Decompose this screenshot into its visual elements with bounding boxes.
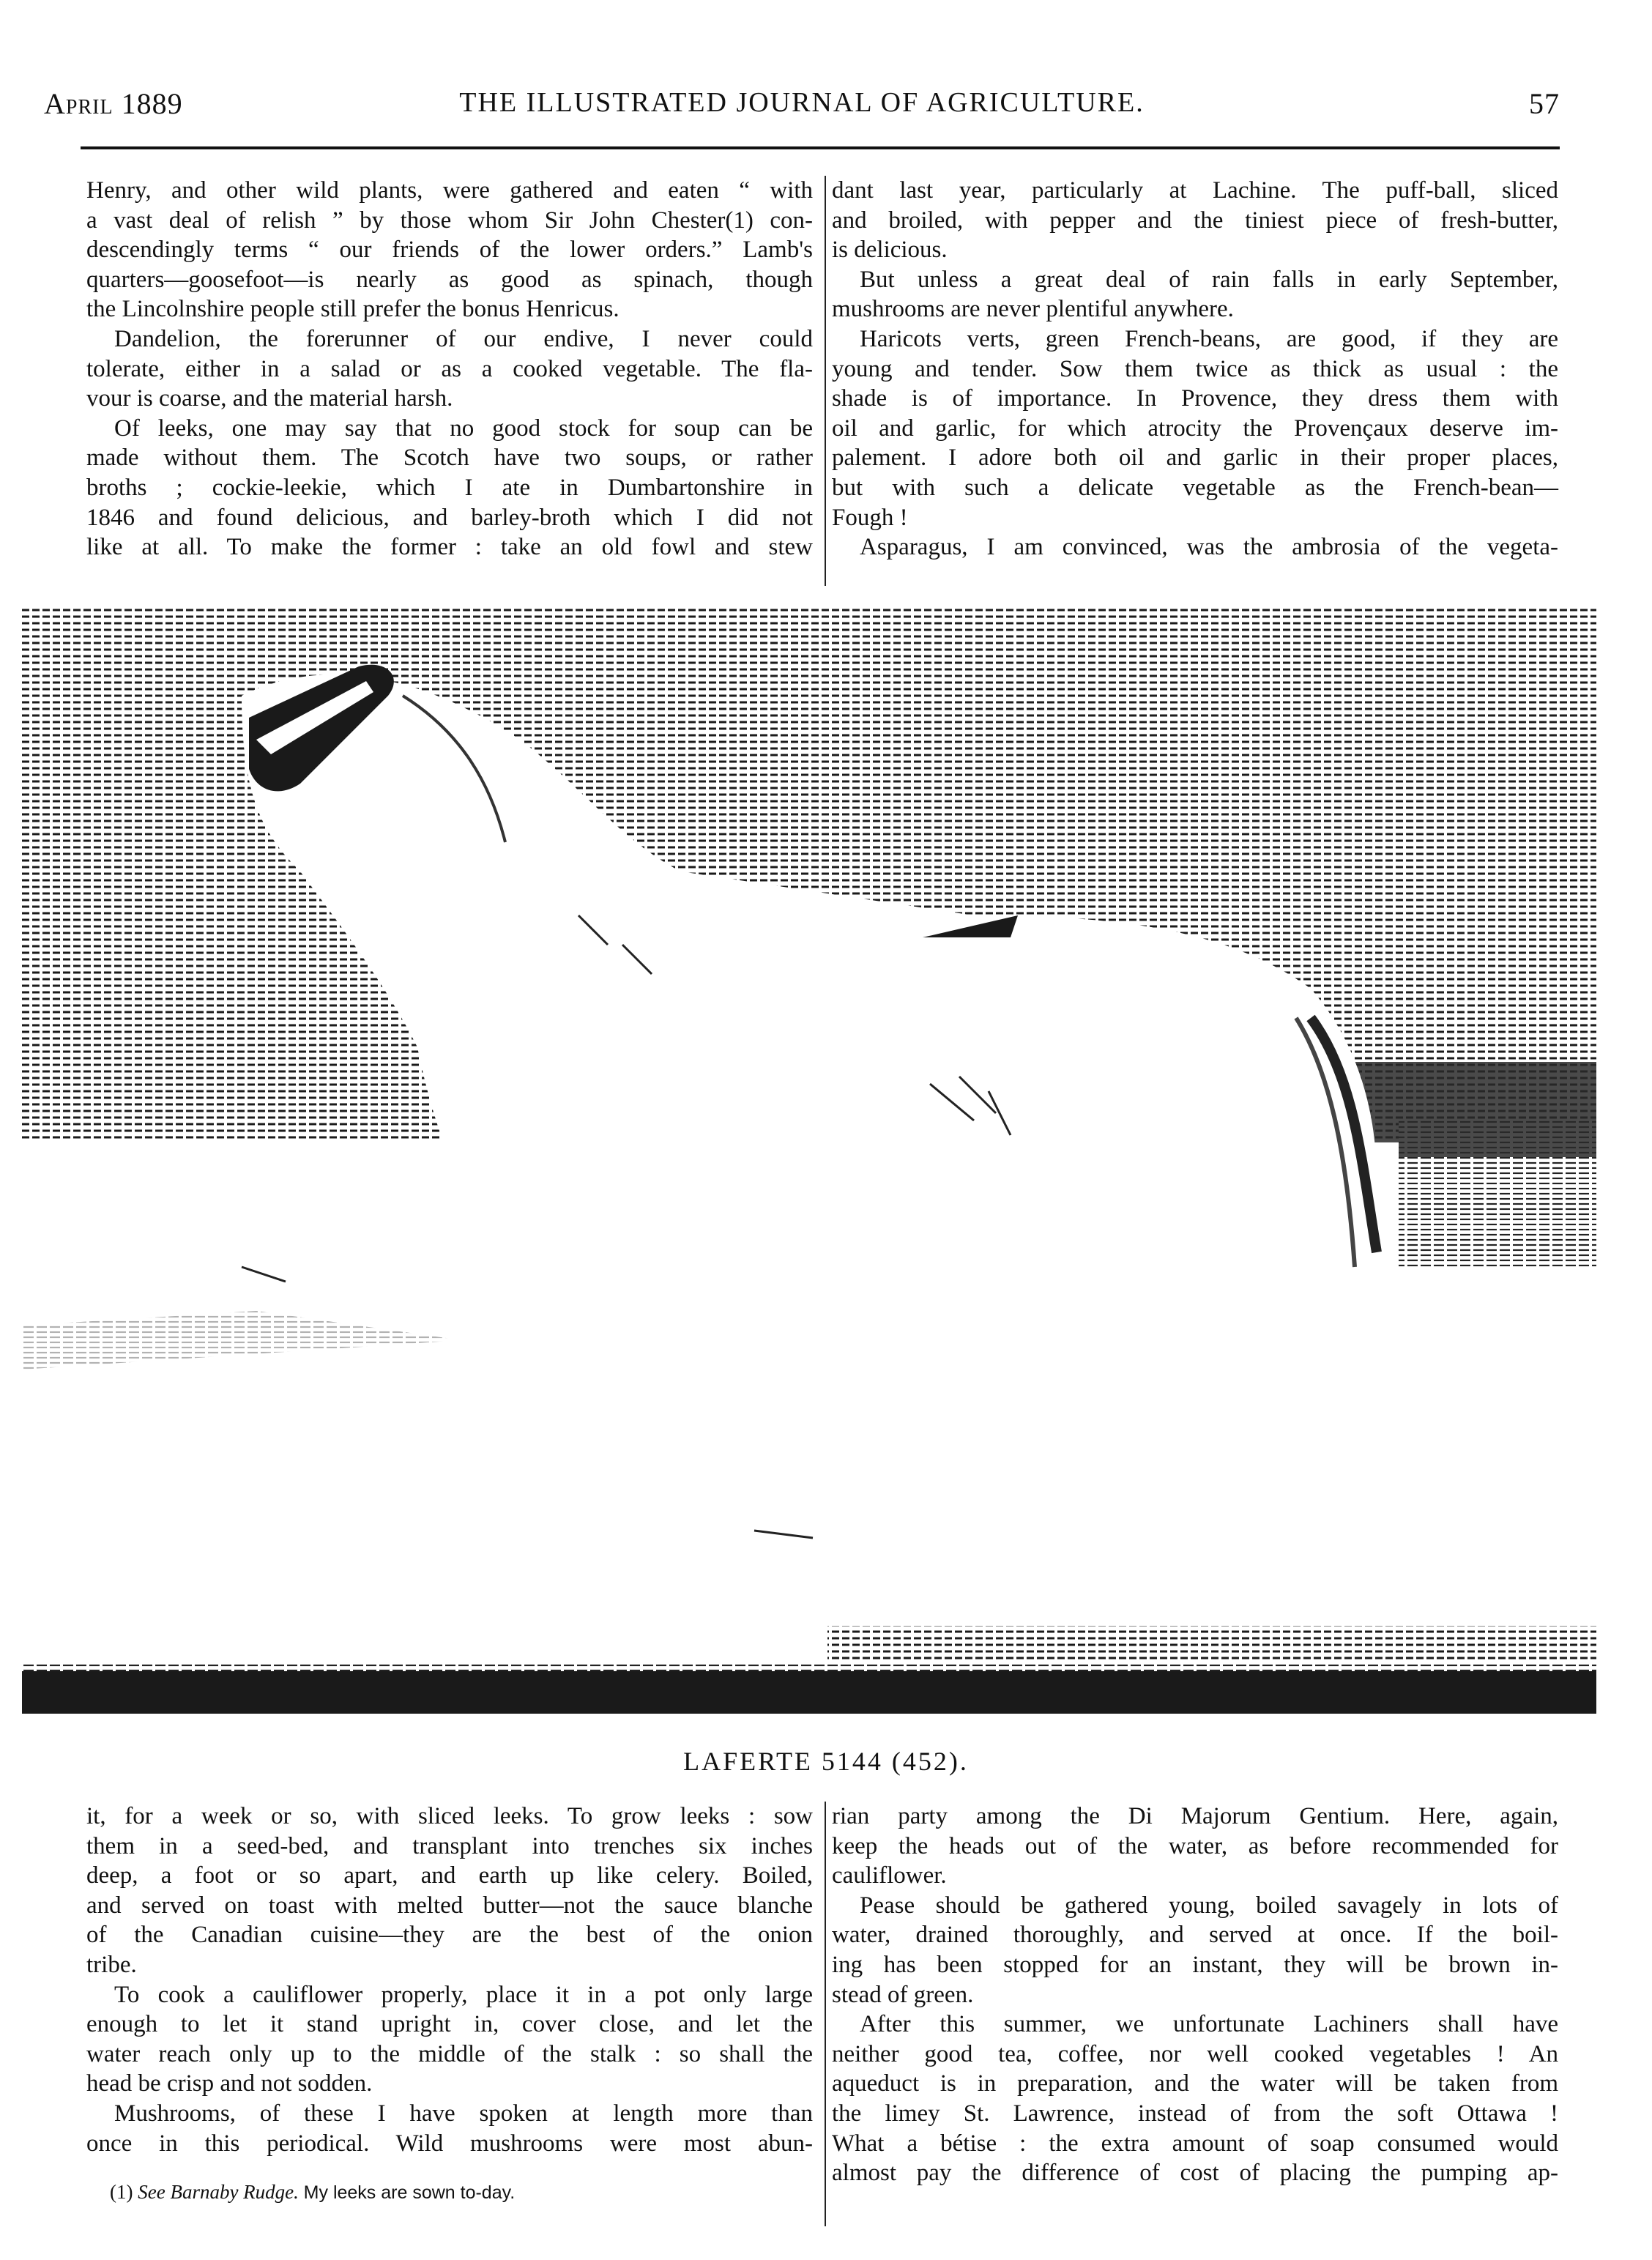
text-line: tolerate, either in a salad or as a cooked vegetable. The fla- bbox=[86, 355, 813, 382]
text-line: like at all. To make the former : take an old fowl and stew bbox=[86, 534, 813, 561]
text-line: Fough ! bbox=[832, 504, 908, 531]
running-header bbox=[44, 86, 1560, 127]
top-right-column bbox=[832, 176, 1558, 562]
text-line: ing has been stopped for an instant, they will be brown in- bbox=[832, 1951, 1558, 1978]
footnote-tail: My leeks are sown to-day. bbox=[303, 2182, 516, 2203]
text-line: and served on toast with melted butter—not the sauce blanche bbox=[86, 1892, 813, 1919]
text-line: water, drained thoroughly, and served at once. If the boil- bbox=[832, 1922, 1558, 1949]
text-line: once in this periodical. Wild mushrooms were most abun- bbox=[86, 2130, 813, 2157]
text-line: Of leeks, one may say that no good stock for soup can be bbox=[114, 415, 813, 442]
top-left-column bbox=[86, 176, 813, 562]
text-line: enough to let it stand upright in, cover close, and let the bbox=[86, 2011, 813, 2038]
footnote bbox=[110, 2181, 515, 2204]
header-rule bbox=[81, 146, 1560, 149]
text-line: keep the heads out of the water, as before recommended for bbox=[832, 1832, 1558, 1859]
footnote-text: See Barnaby Rudge. bbox=[138, 2181, 299, 2203]
text-line: broths ; cockie-leekie, which I ate in Dumbartonshire in bbox=[86, 474, 813, 501]
text-line: aqueduct is in preparation, and the water will be taken from bbox=[832, 2070, 1558, 2097]
text-line: stead of green. bbox=[832, 1981, 974, 2008]
text-line: oil and garlic, for which atrocity the Provençaux deserve im- bbox=[832, 415, 1558, 442]
footnote-marker: (1) bbox=[110, 2181, 133, 2203]
text-line: palement. I adore both oil and garlic in their proper places, bbox=[832, 445, 1558, 472]
journal-title: THE ILLUSTRATED JOURNAL OF AGRICULTURE. bbox=[459, 87, 1145, 118]
text-line: Dandelion, the forerunner of our endive, I never could bbox=[114, 325, 813, 352]
text-line: tribe. bbox=[86, 1951, 137, 1978]
column-divider bbox=[825, 1802, 826, 2226]
text-line: them in a seed-bed, and transplant into trenches six inches bbox=[86, 1832, 813, 1859]
text-line: Asparagus, I am convinced, was the ambrosia of the vegeta- bbox=[860, 534, 1558, 561]
text-line: cauliflower. bbox=[832, 1862, 947, 1889]
text-line: After this summer, we unfortunate Lachiners shall have bbox=[860, 2011, 1558, 2038]
text-line: and broiled, with pepper and the tiniest piece of fresh-butter, bbox=[832, 207, 1558, 234]
text-line: neither good tea, coffee, nor well cooked vegetables ! An bbox=[832, 2040, 1558, 2067]
issue-date: April 1889 bbox=[44, 87, 183, 120]
text-line: almost pay the difference of cost of placing the pumping ap- bbox=[832, 2160, 1558, 2187]
text-line: is delicious. bbox=[832, 237, 948, 264]
text-line: quarters—goosefoot—is nearly as good as spinach, though bbox=[86, 266, 813, 293]
text-line: young and tender. Sow them twice as thick as usual : the bbox=[832, 355, 1558, 382]
text-line: the limey St. Lawrence, instead of from the soft Ottawa ! bbox=[832, 2100, 1558, 2127]
text-line: head be crisp and not sodden. bbox=[86, 2070, 373, 2097]
text-line: vour is coarse, and the material harsh. bbox=[86, 385, 453, 412]
text-line: To cook a cauliflower properly, place it in a pot only large bbox=[114, 1981, 813, 2008]
text-line: rian party among the Di Majorum Gentium. Here, again, bbox=[832, 1803, 1558, 1829]
text-line: Haricots verts, green French-beans, are good, if they are bbox=[860, 325, 1558, 352]
text-line: mushrooms are never plentiful anywhere. bbox=[832, 296, 1234, 323]
text-line: Mushrooms, of these I have spoken at length more than bbox=[114, 2100, 813, 2127]
text-line: Henry, and other wild plants, were gathered and eaten “ with bbox=[86, 177, 813, 204]
text-line: What a bétise : the extra amount of soap consumed would bbox=[832, 2130, 1558, 2157]
text-line: of the Canadian cuisine—they are the best of the onion bbox=[86, 1922, 813, 1949]
text-line: Pease should be gathered young, boiled savagely in lots of bbox=[860, 1892, 1558, 1919]
text-line: deep, a foot or so apart, and earth up like celery. Boiled, bbox=[86, 1862, 813, 1889]
text-line: But unless a great deal of rain falls in early September, bbox=[860, 266, 1558, 293]
text-line: the Lincolnshire people still prefer the bonus Henricus. bbox=[86, 296, 620, 323]
text-line: made without them. The Scotch have two soups, or rather bbox=[86, 445, 813, 472]
text-line: but with such a delicate vegetable as the French-bean— bbox=[832, 474, 1558, 501]
page-number: 57 bbox=[1529, 87, 1560, 120]
figure-caption: LAFERTE 5144 (452). bbox=[683, 1747, 969, 1776]
text-line: dant last year, particularly at Lachine. The puff-ball, sliced bbox=[832, 177, 1558, 204]
text-line: 1846 and found delicious, and barley-broth which I did not bbox=[86, 504, 813, 531]
column-divider bbox=[825, 176, 826, 586]
bottom-right-column bbox=[832, 1802, 1558, 2188]
text-line: it, for a week or so, with sliced leeks. To grow leeks : sow bbox=[86, 1803, 813, 1829]
bottom-left-column bbox=[86, 1802, 813, 2158]
text-line: a vast deal of relish ” by those whom Sir John Chester(1) con- bbox=[86, 207, 813, 234]
horse-engraving bbox=[22, 608, 1596, 1728]
text-line: descendingly terms “ our friends of the lower orders.” Lamb's bbox=[86, 237, 813, 264]
text-line: water reach only up to the middle of the stalk : so shall the bbox=[86, 2040, 813, 2067]
text-line: shade is of importance. In Provence, they dress them with bbox=[832, 385, 1558, 412]
